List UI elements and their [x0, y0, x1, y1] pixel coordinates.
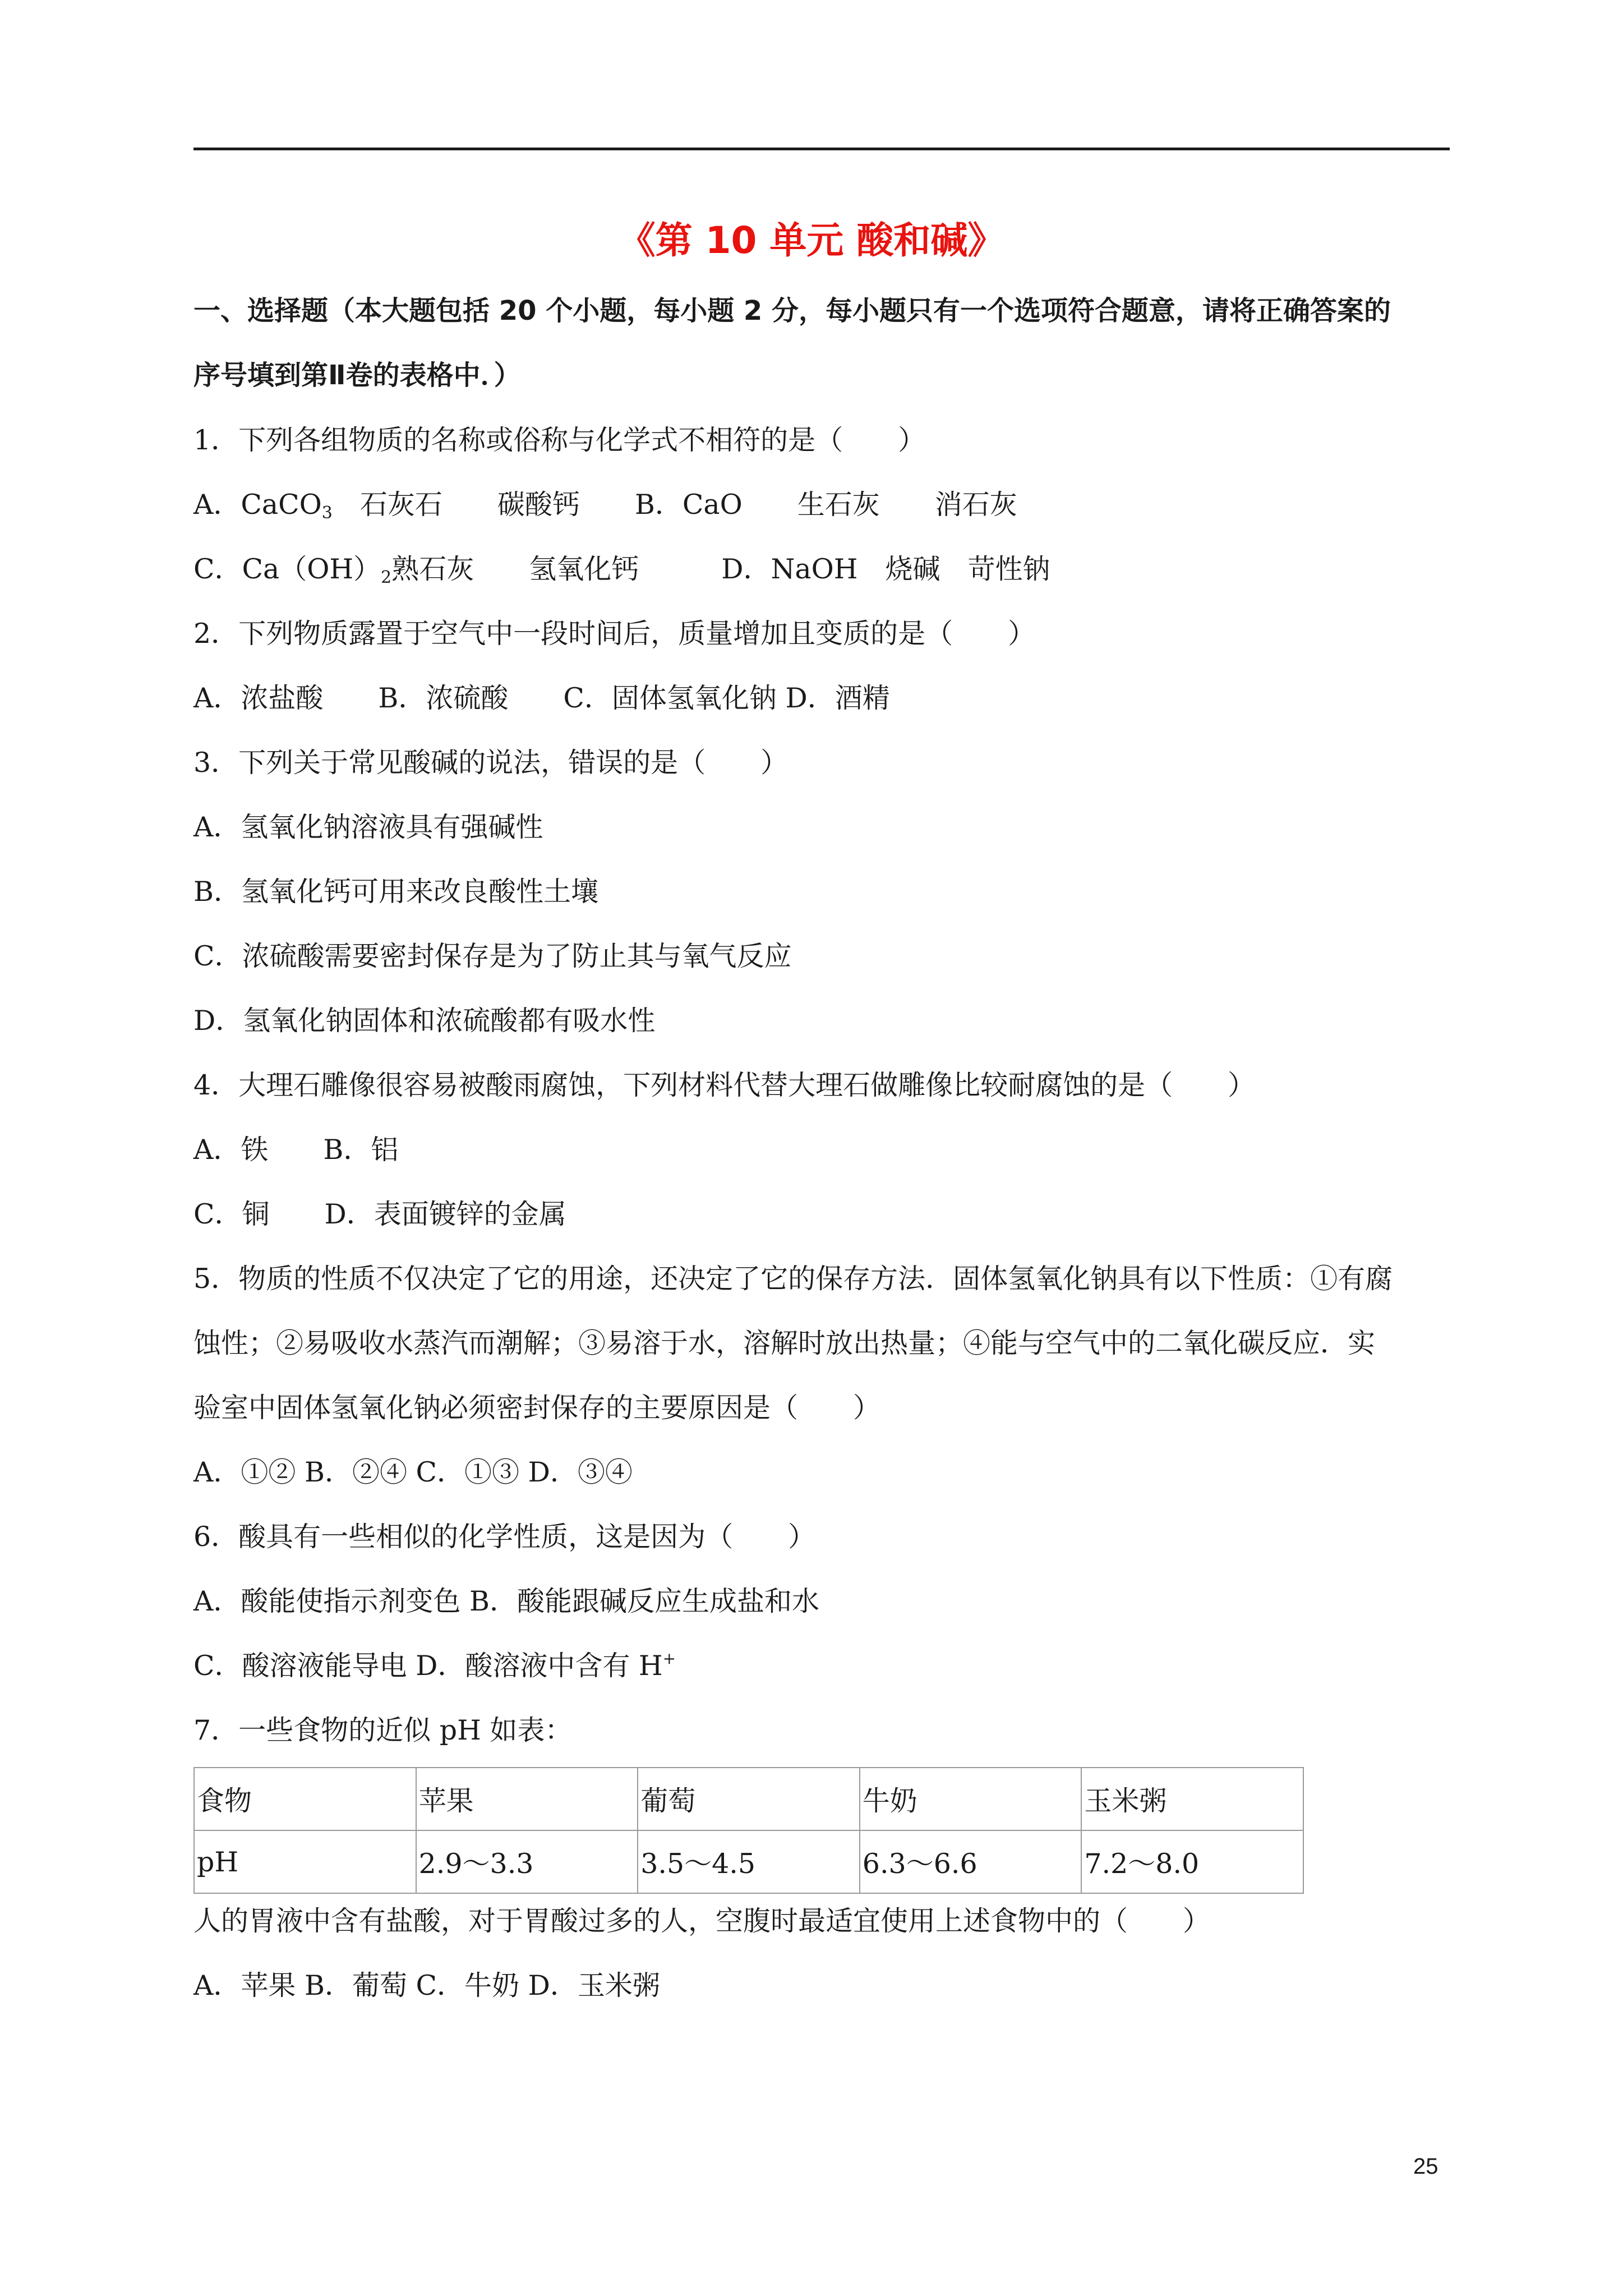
- question-1-options-ab: A．CaCO$_3$ 石灰石 碳酸钙 B．CaO 生石灰 消石灰: [193, 489, 1017, 523]
- question-5-stem-line1: 5．物质的性质不仅决定了它的用途，还决定了它的保存方法．固体氢氧化钠具有以下性质：①有腐: [193, 1263, 1393, 1295]
- table-row: [194, 1830, 1303, 1893]
- question-4-options-ab: A．铁 B．铝: [193, 1134, 399, 1166]
- question-2-options: A．浓盐酸 B．浓硫酸 C．固体氢氧化钠 D．酒精: [193, 682, 890, 714]
- question-2-stem: 2．下列物质露置于空气中一段时间后，质量增加且变质的是（ ）: [193, 618, 1036, 650]
- table-cell: 食物: [194, 1768, 416, 1830]
- table-cell: 3.5～4.5: [638, 1830, 860, 1893]
- question-3-option-b: B．氢氧化钙可用来改良酸性土壤: [193, 876, 599, 908]
- header-rule: [193, 148, 1450, 150]
- question-3-stem: 3．下列关于常见酸碱的说法，错误的是（ ）: [193, 747, 789, 779]
- question-6-options-cd: C．酸溶液能导电 D．酸溶液中含有 H+: [193, 1649, 676, 1682]
- question-6-stem: 6．酸具有一些相似的化学性质，这是因为（ ）: [193, 1521, 816, 1553]
- question-1-stem: 1．下列各组物质的名称或俗称与化学式不相符的是（ ）: [193, 424, 926, 456]
- table-cell: 牛奶: [860, 1768, 1082, 1830]
- table-cell: 葡萄: [638, 1768, 860, 1830]
- table-cell: 6.3～6.6: [860, 1830, 1082, 1893]
- page-title: 《第 10 单元 酸和碱》: [618, 219, 1005, 262]
- question-7-followup: 人的胃液中含有盐酸，对于胃酸过多的人，空腹时最适宜使用上述食物中的（ ）: [193, 1905, 1211, 1937]
- question-5-stem-line2: 蚀性；②易吸收水蒸汽而潮解；③易溶于水，溶解时放出热量；④能与空气中的二氧化碳反应．实: [193, 1327, 1376, 1359]
- question-1-options-cd: C．$Ca(OH)_2$熟石灰 氢氧化钙 D．NaOH 烧碱 苛性钠: [193, 553, 1050, 587]
- question-7-stem: 7．一些食物的近似 pH 如表：: [193, 1714, 573, 1746]
- question-7-options: A．苹果 B．葡萄 C．牛奶 D．玉米粥: [193, 1970, 660, 2001]
- question-3-option-a: A．氢氧化钠溶液具有强碱性: [193, 811, 543, 843]
- section-heading-line2: 序号填到第Ⅱ卷的表格中．）: [193, 360, 521, 391]
- question-5-options: A．①② B．②④ C．①③ D．③④: [193, 1456, 633, 1488]
- table-cell: 玉米粥: [1081, 1768, 1303, 1830]
- table-cell: pH: [194, 1830, 416, 1893]
- question-3-option-c: C．浓硫酸需要密封保存是为了防止其与氧气反应: [193, 940, 792, 972]
- question-5-stem-line3: 验室中固体氢氧化钠必须密封保存的主要原因是（ ）: [193, 1392, 881, 1424]
- table-cell: 7.2～8.0: [1081, 1830, 1303, 1893]
- table-cell: 苹果: [416, 1768, 638, 1830]
- question-3-option-d: D．氢氧化钠固体和浓硫酸都有吸水性: [193, 1005, 656, 1037]
- ph-table: [193, 1767, 1304, 1894]
- section-heading-line1: 一、选择题（本大题包括 20 个小题，每小题 2 分，每小题只有一个选项符合题意，请将正确答案的: [193, 295, 1391, 326]
- question-4-stem: 4．大理石雕像很容易被酸雨腐蚀，下列材料代替大理石做雕像比较耐腐蚀的是（ ）: [193, 1069, 1256, 1101]
- table-header-row: [194, 1768, 1303, 1830]
- table-cell: 2.9～3.3: [416, 1830, 638, 1893]
- page-number: 25: [1413, 2154, 1438, 2179]
- question-6-options-ab: A．酸能使指示剂变色 B．酸能跟碱反应生成盐和水: [193, 1585, 819, 1617]
- question-4-options-cd: C．铜 D．表面镀锌的金属: [193, 1198, 566, 1230]
